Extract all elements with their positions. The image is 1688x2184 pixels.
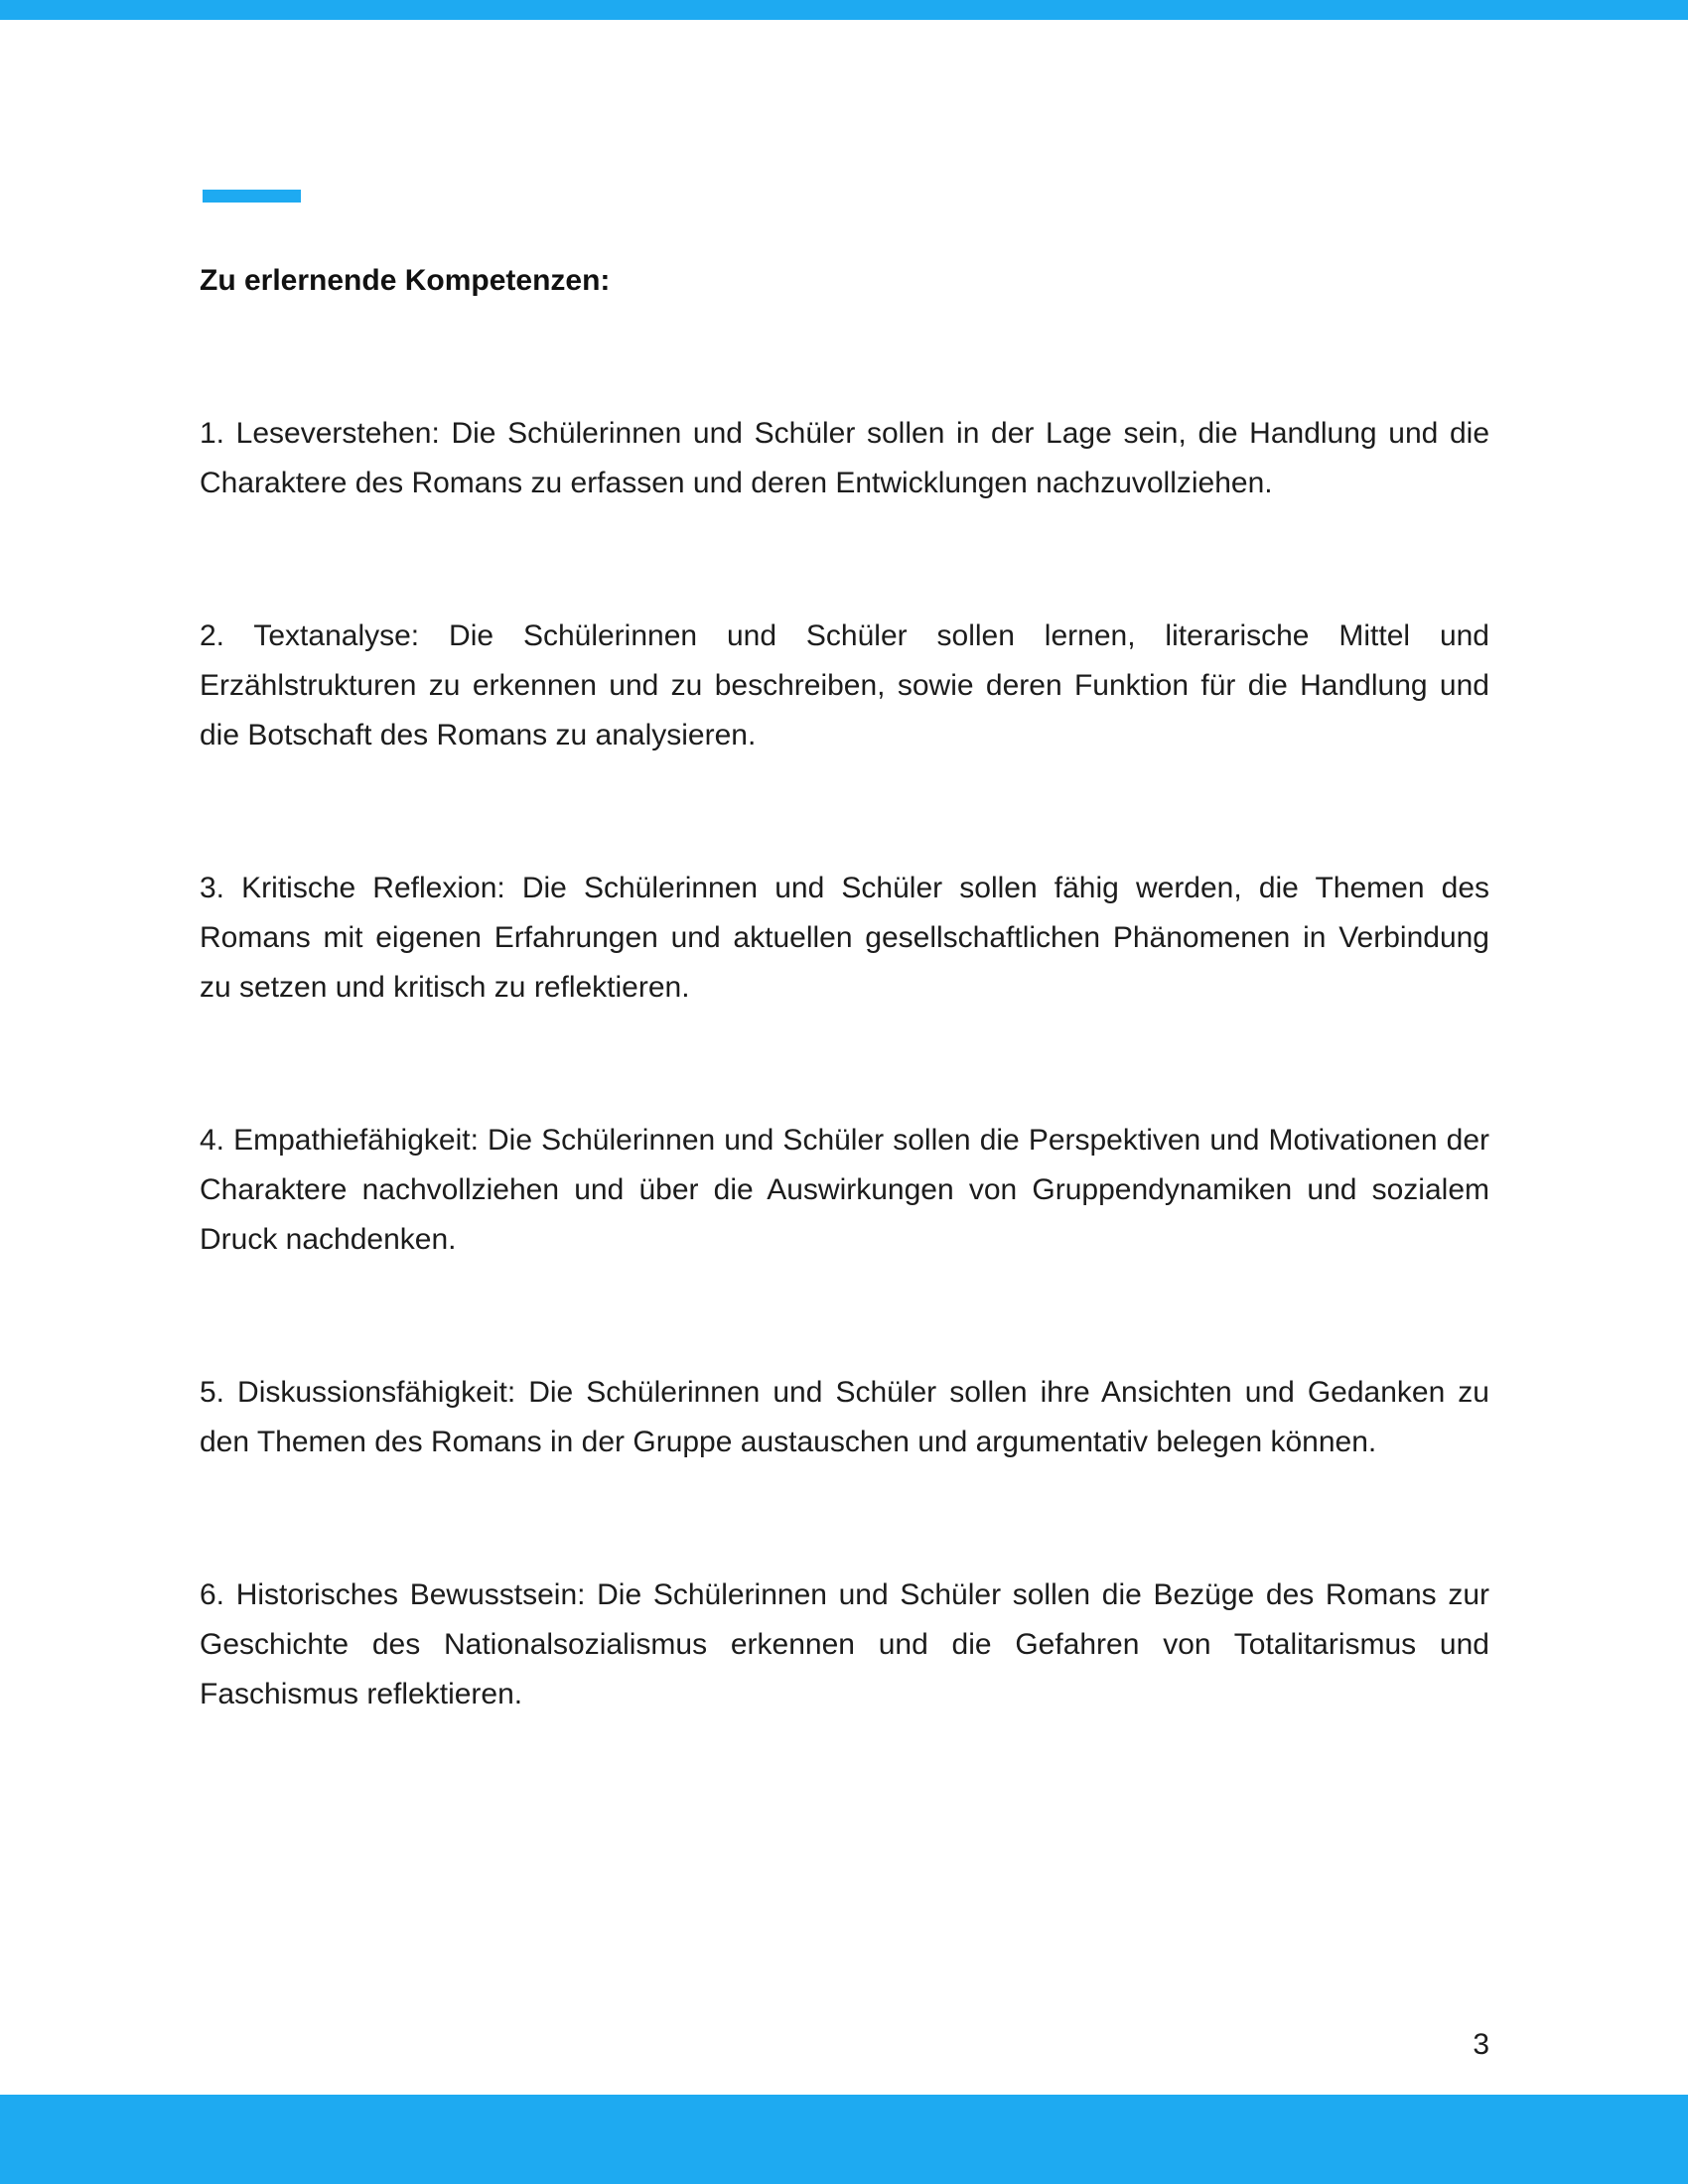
bottom-accent-bar	[0, 2095, 1688, 2184]
page-content	[200, 256, 1489, 1719]
competence-item-2: 2. Textanalyse: Die Schülerinnen und Schüler sollen lernen, literarische Mittel und Erzählstrukturen zu erkennen und zu beschreiben, sowie deren Funktion für die Handlung und die Botschaft des Romans zu analysieren.	[200, 619, 1489, 751]
page-number: 3	[1473, 2028, 1489, 2061]
competence-item-5: 5. Diskussionsfähigkeit: Die Schülerinnen und Schüler sollen ihre Ansichten und Gedanken zu den Themen des Romans in der Gruppe austauschen und argumentativ belegen können.	[200, 1376, 1489, 1458]
competence-item-3: 3. Kritische Reflexion: Die Schülerinnen und Schüler sollen fähig werden, die Themen des Romans mit eigenen Erfahrungen und aktuellen gesellschaftlichen Phänomenen in Verbindung zu setzen und kritisch zu reflektieren.	[200, 872, 1489, 1004]
competence-item-1: 1. Leseverstehen: Die Schülerinnen und Schüler sollen in der Lage sein, die Handlung und die Charaktere des Romans zu erfassen und deren Entwicklungen nachzuvollziehen.	[200, 417, 1489, 499]
competence-item-6: 6. Historisches Bewusstsein: Die Schülerinnen und Schüler sollen die Bezüge des Romans zur Geschichte des Nationalsozialismus erkennen und die Gefahren von Totalitarismus und Faschismus reflektieren.	[200, 1578, 1489, 1710]
section-heading: Zu erlernende Kompetenzen:	[200, 264, 611, 297]
competence-item-4: 4. Empathiefähigkeit: Die Schülerinnen und Schüler sollen die Perspektiven und Motivationen der Charaktere nachvollziehen und über die Auswirkungen von Gruppendynamiken und sozialem Druck nachdenken.	[200, 1124, 1489, 1256]
top-accent-bar	[0, 0, 1688, 20]
heading-accent-line	[203, 190, 301, 203]
